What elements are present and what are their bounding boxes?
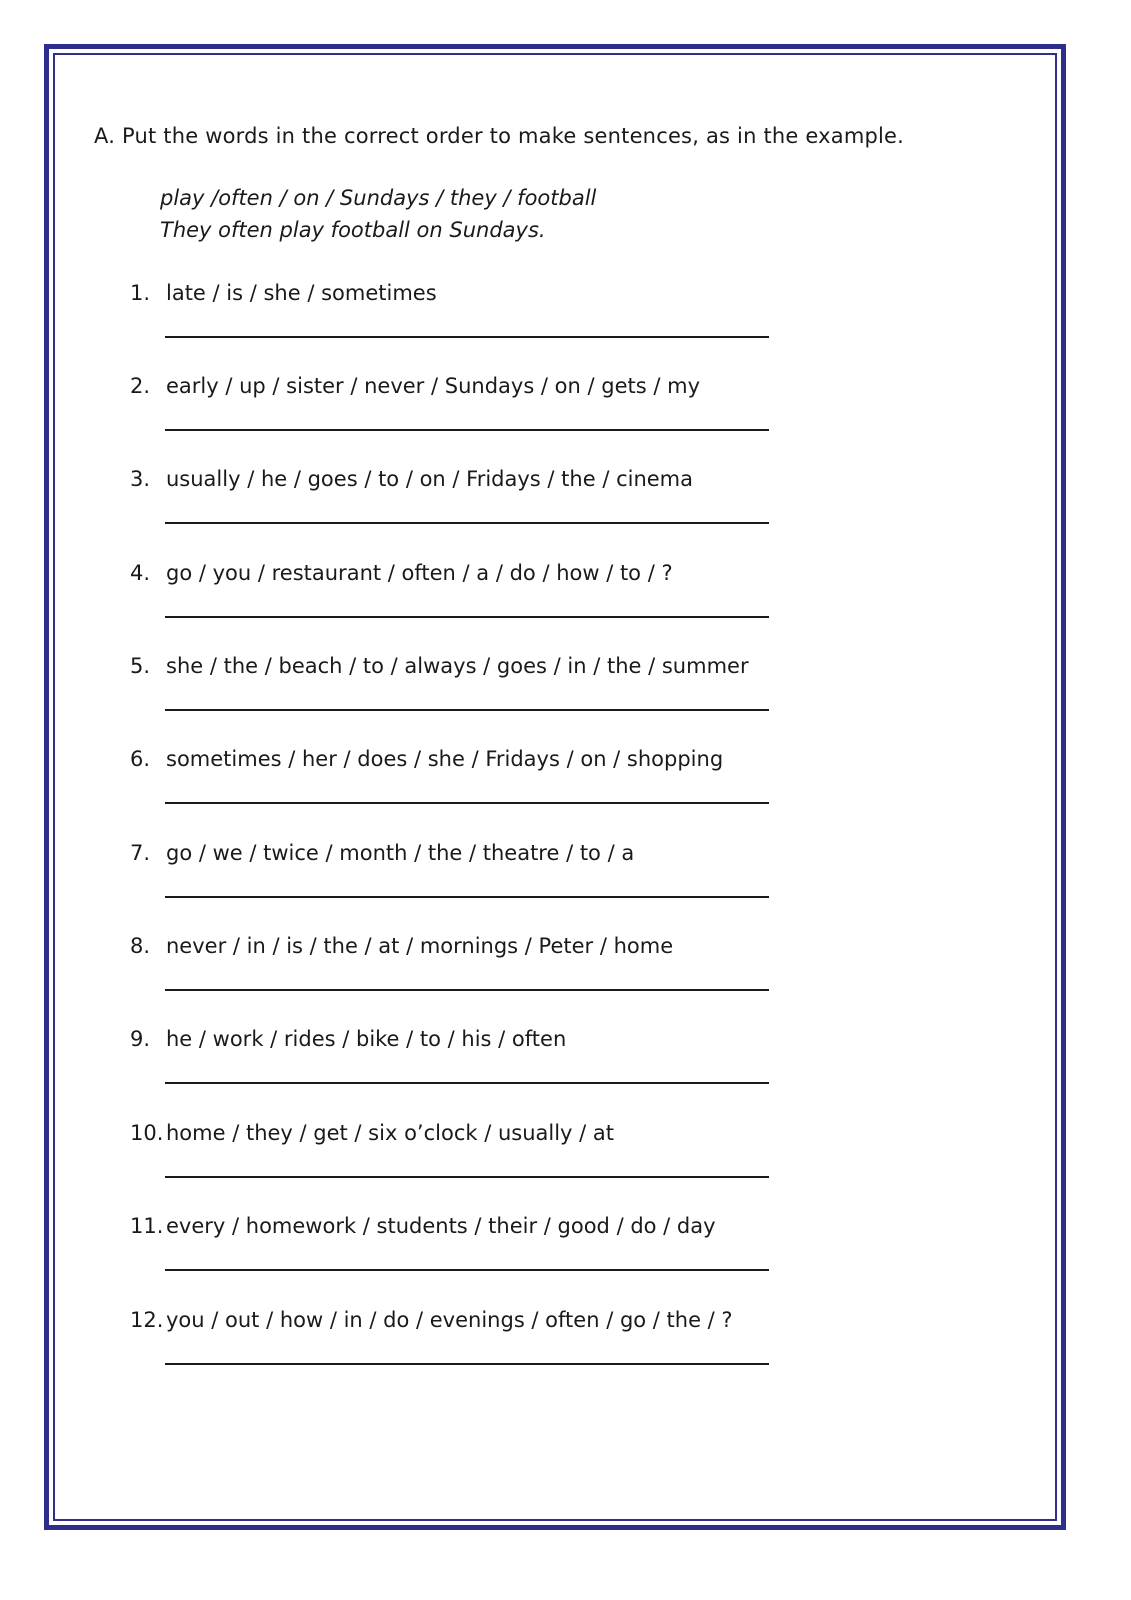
item-words: sometimes / her / does / she / Fridays / on / shopping [166, 747, 724, 771]
exercise-item-12 [130, 1308, 790, 1398]
answer-line[interactable] [165, 989, 769, 991]
exercise-item-4 [130, 561, 790, 651]
answer-line[interactable] [165, 802, 769, 804]
exercise-item-11 [130, 1214, 790, 1304]
answer-line[interactable] [165, 709, 769, 711]
item-number: 2. [130, 374, 151, 398]
answer-line[interactable] [165, 336, 769, 338]
answer-line[interactable] [165, 1176, 769, 1178]
answer-line[interactable] [165, 429, 769, 431]
item-words: go / you / restaurant / often / a / do / how / to / ? [166, 561, 673, 585]
item-words: early / up / sister / never / Sundays / on / gets / my [166, 374, 701, 398]
answer-line[interactable] [165, 1363, 769, 1365]
answer-line[interactable] [165, 1269, 769, 1271]
exercise-item-9 [130, 1027, 790, 1117]
item-words: you / out / how / in / do / evenings / often / go / the / ? [166, 1308, 733, 1332]
exercise-item-10 [130, 1121, 790, 1211]
exercise-item-3 [130, 467, 790, 557]
answer-line[interactable] [165, 616, 769, 618]
item-number: 3. [130, 467, 151, 491]
item-words: late / is / she / sometimes [166, 281, 437, 305]
exercise-item-7 [130, 841, 790, 931]
item-number: 11. [130, 1214, 164, 1238]
item-words: go / we / twice / month / the / theatre / to / a [166, 841, 635, 865]
item-number: 8. [130, 934, 151, 958]
exercise-instruction: A. Put the words in the correct order to make sentences, as in the example. [94, 124, 905, 148]
example-answer: They often play football on Sundays. [160, 218, 546, 242]
exercise-item-6 [130, 747, 790, 837]
item-number: 10. [130, 1121, 164, 1145]
answer-line[interactable] [165, 1082, 769, 1084]
answer-line[interactable] [165, 896, 769, 898]
item-words: every / homework / students / their / good / do / day [166, 1214, 716, 1238]
item-words: she / the / beach / to / always / goes / in / the / summer [166, 654, 749, 678]
exercise-item-5 [130, 654, 790, 744]
item-words: never / in / is / the / at / mornings / Peter / home [166, 934, 674, 958]
item-number: 5. [130, 654, 151, 678]
item-number: 9. [130, 1027, 151, 1051]
item-number: 12. [130, 1308, 164, 1332]
exercise-item-2 [130, 374, 790, 464]
item-words: usually / he / goes / to / on / Fridays / the / cinema [166, 467, 693, 491]
item-number: 7. [130, 841, 151, 865]
item-number: 1. [130, 281, 151, 305]
item-number: 6. [130, 747, 151, 771]
answer-line[interactable] [165, 522, 769, 524]
item-number: 4. [130, 561, 151, 585]
exercise-item-8 [130, 934, 790, 1024]
exercise-item-1 [130, 281, 790, 371]
item-words: home / they / get / six o’clock / usually / at [166, 1121, 615, 1145]
example-prompt: play /often / on / Sundays / they / football [160, 186, 597, 210]
item-words: he / work / rides / bike / to / his / often [166, 1027, 567, 1051]
